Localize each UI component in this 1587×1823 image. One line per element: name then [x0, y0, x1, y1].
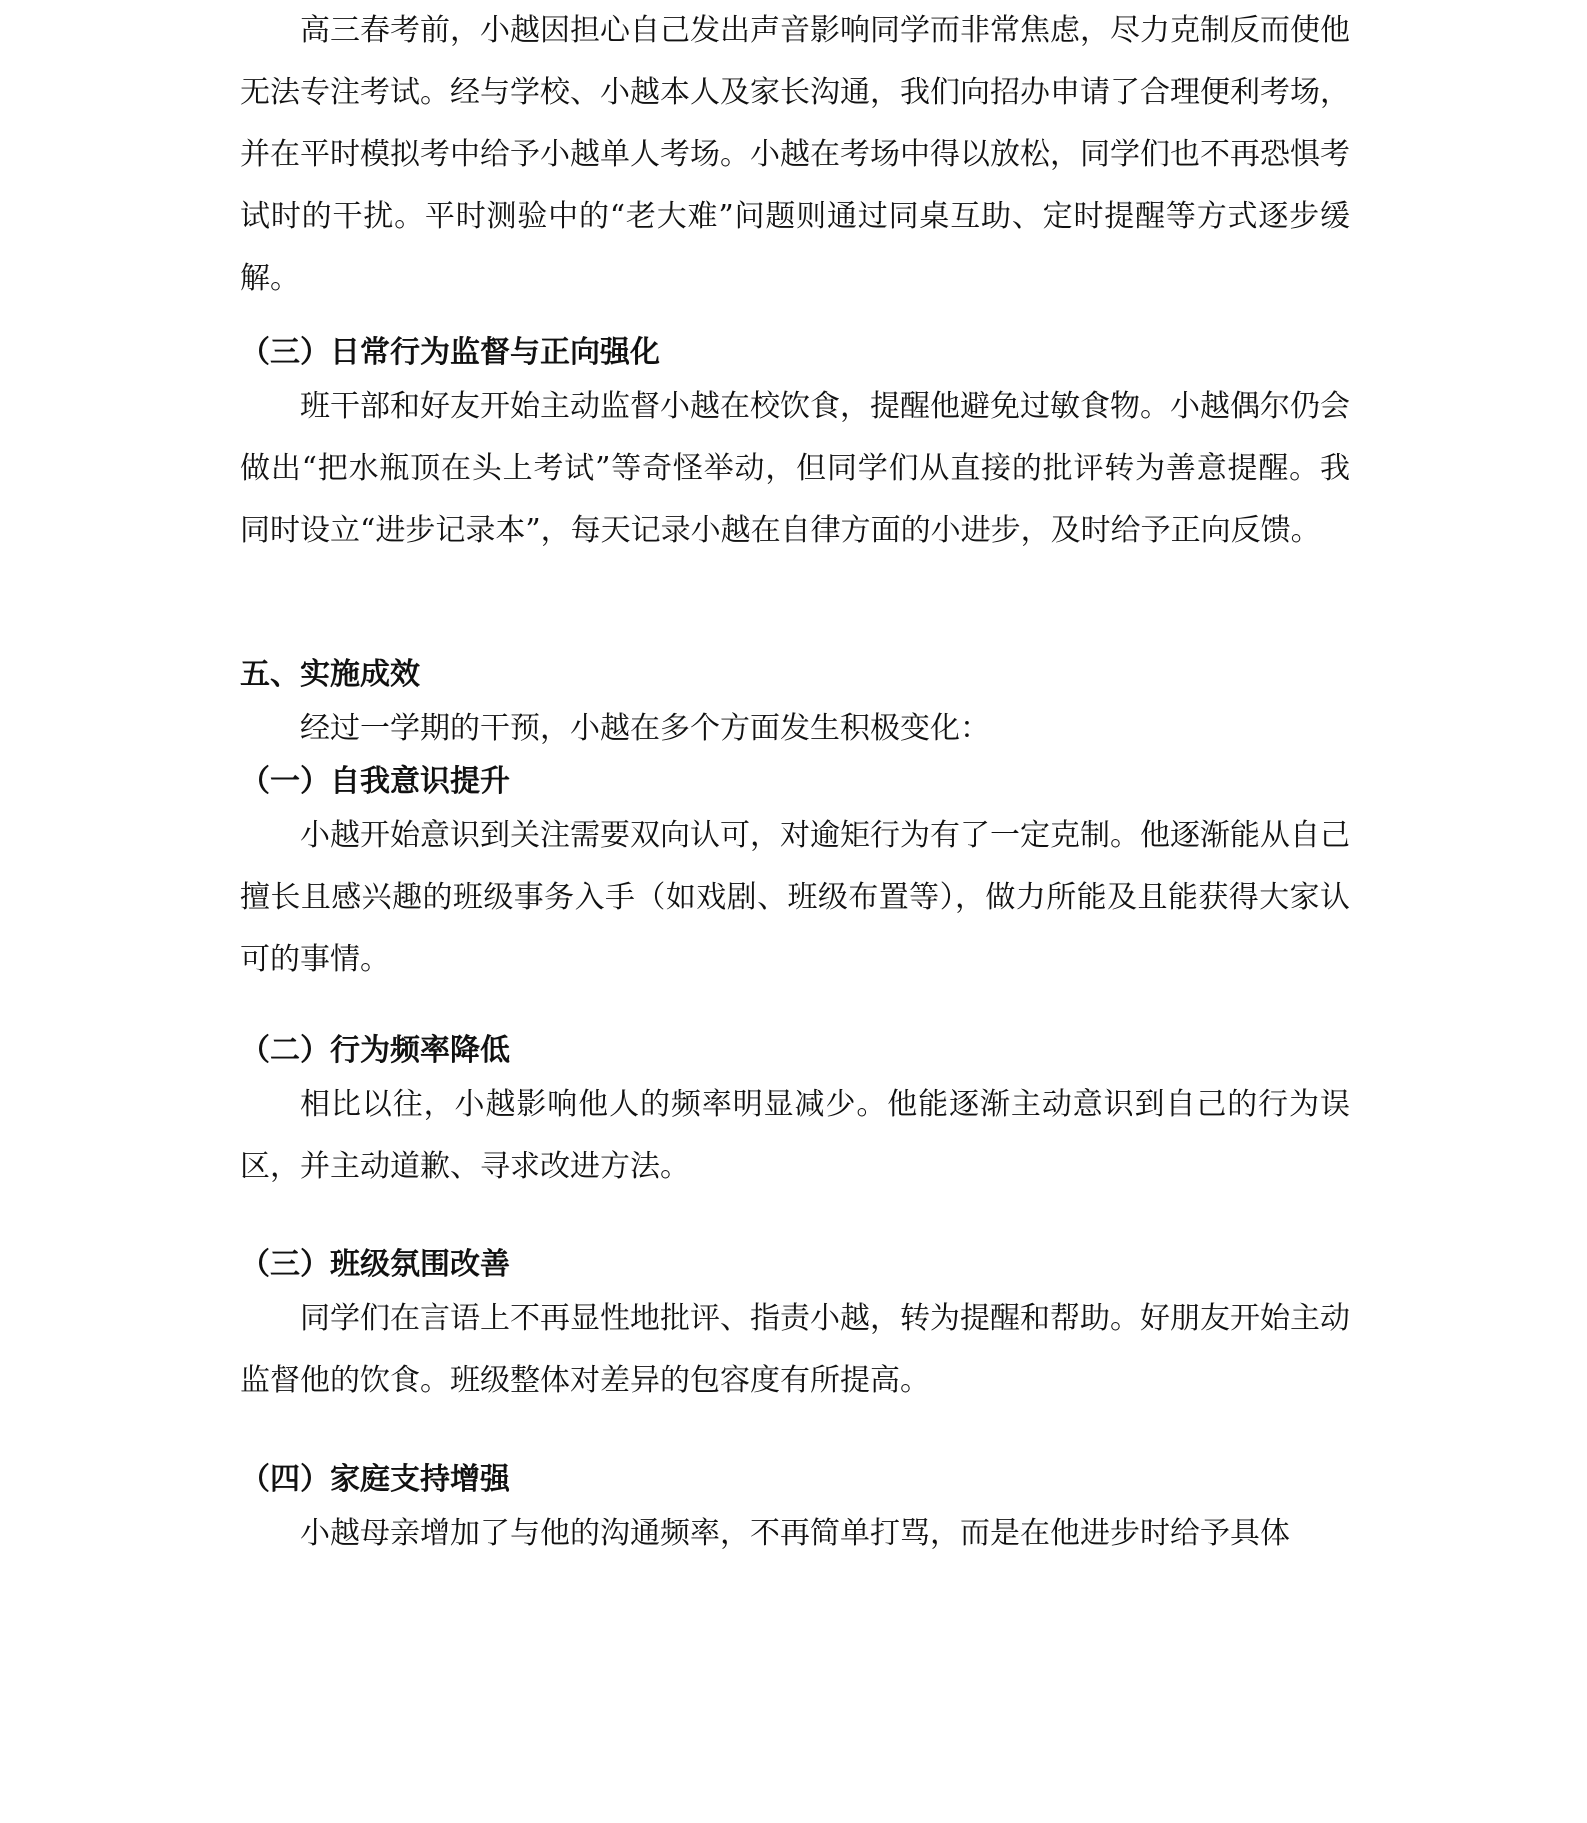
heading-class-atmosphere: （三）班级氛围改善	[240, 1247, 510, 1282]
heading-self-awareness: （一）自我意识提升	[240, 764, 510, 799]
paragraph-behavior-frequency: 相比以往，小越影响他人的频率明显减少。他能逐渐主动意识到自己的行为误区，并主动道歉、寻求改进方法。	[240, 1087, 1350, 1184]
heading-daily-supervision: （三）日常行为监督与正向强化	[240, 335, 660, 370]
paragraph-exam-accommodation: 高三春考前，小越因担心自己发出声音影响同学而非常焦虑，尽力克制反而使他无法专注考试。经与学校、小越本人及家长沟通，我们向招办申请了合理便利考场，并在平时模拟考中给予小越单人考场。小越在考场中得以放松，同学们也不再恐惧考试时的干扰。平时测验中的“老大难”问题则通过同桌互助、定时提醒等方式逐步缓解。	[240, 13, 1350, 296]
paragraph-results-intro: 经过一学期的干预，小越在多个方面发生积极变化：	[300, 711, 990, 746]
paragraph-family-support: 小越母亲增加了与他的沟通频率，不再简单打骂，而是在他进步时给予具体	[300, 1516, 1290, 1551]
paragraph-class-atmosphere: 同学们在言语上不再显性地批评、指责小越，转为提醒和帮助。好朋友开始主动监督他的饮食。班级整体对差异的包容度有所提高。	[240, 1301, 1350, 1398]
paragraph-daily-supervision: 班干部和好友开始主动监督小越在校饮食，提醒他避免过敏食物。小越偶尔仍会做出“把水瓶顶在头上考试”等奇怪举动，但同学们从直接的批评转为善意提醒。我同时设立“进步记录本”，每天记录小越在自律方面的小进步，及时给予正向反馈。	[240, 389, 1350, 548]
heading-family-support: （四）家庭支持增强	[240, 1462, 510, 1497]
heading-behavior-frequency: （二）行为频率降低	[240, 1033, 510, 1068]
paragraph-self-awareness: 小越开始意识到关注需要双向认可，对逾矩行为有了一定克制。他逐渐能从自己擅长且感兴趣的班级事务入手（如戏剧、班级布置等），做力所能及且能获得大家认可的事情。	[240, 818, 1350, 977]
heading-section-results: 五、实施成效	[240, 657, 420, 692]
